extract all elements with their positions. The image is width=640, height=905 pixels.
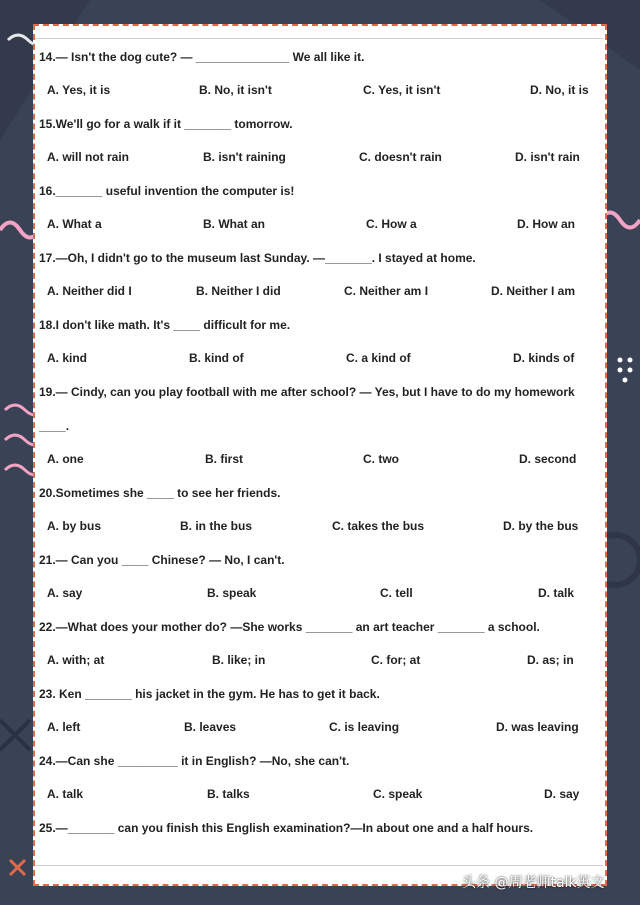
watermark: 头条 @周老师talk英文 — [462, 875, 605, 891]
option-b: B. like; in — [212, 653, 266, 667]
option-a: A. one — [47, 452, 84, 466]
option-b: B. leaves — [184, 720, 237, 734]
option-a: A. left — [47, 720, 81, 734]
option-d: D. by the bus — [503, 519, 579, 533]
option-d: D. talk — [538, 586, 575, 600]
question-stem: 17.—Oh, I didn't go to the museum last Sunday. —_______. I stayed at home. — [39, 251, 476, 265]
option-d: D. Neither I am — [491, 284, 576, 298]
option-b: B. Neither I did — [196, 284, 281, 298]
option-b: B. isn't raining — [203, 150, 286, 164]
option-b: B. No, it isn't — [199, 83, 272, 97]
option-a: A. kind — [47, 351, 88, 365]
question-stem: 20.Sometimes she ____ to see her friends. — [39, 486, 281, 500]
option-a: A. Neither did I — [47, 284, 132, 298]
option-d: D. was leaving — [496, 720, 579, 734]
option-c: C. is leaving — [329, 720, 400, 734]
question-stem-continuation: ____. — [39, 419, 70, 433]
question-stem: 24.—Can she _________ it in English? —No, she can't. — [39, 754, 350, 768]
option-d: D. second — [519, 452, 577, 466]
option-b: B. first — [205, 452, 244, 466]
option-c: C. for; at — [371, 653, 421, 667]
question-stem: 23. Ken _______ his jacket in the gym. He has to get it back. — [39, 687, 380, 701]
option-b: B. talks — [207, 787, 250, 801]
option-a: A. by bus — [47, 519, 102, 533]
option-b: B. What an — [203, 217, 265, 231]
option-c: C. two — [363, 452, 399, 466]
option-d: D. kinds of — [513, 351, 575, 365]
option-d: D. as; in — [527, 653, 574, 667]
question-stem: 16._______ useful invention the computer is! — [39, 184, 295, 198]
question-stem: 21.— Can you ____ Chinese? — No, I can't. — [39, 553, 285, 567]
option-a: A. with; at — [47, 653, 105, 667]
question-stem: 15.We'll go for a walk if it _______ tomorrow. — [39, 117, 293, 131]
option-b: B. in the bus — [180, 519, 252, 533]
option-c: C. Yes, it isn't — [363, 83, 441, 97]
option-c: C. a kind of — [346, 351, 411, 365]
option-a: A. say — [47, 586, 83, 600]
option-c: C. Neither am I — [344, 284, 429, 298]
option-d: D. No, it is — [530, 83, 589, 97]
question-stem: 14.— Isn't the dog cute? — ______________ We all like it. — [39, 50, 365, 64]
option-a: A. will not rain — [47, 150, 130, 164]
option-a: A. talk — [47, 787, 84, 801]
option-b: B. kind of — [189, 351, 244, 365]
question-stem: 18.I don't like math. It's ____ difficult for me. — [39, 318, 291, 332]
option-b: B. speak — [207, 586, 257, 600]
question-stem: 22.—What does your mother do? —She works _______ an art teacher _______ a school. — [39, 620, 540, 634]
question-stem: 19.— Cindy, can you play football with me after school? — Yes, but I have to do my homework — [39, 385, 575, 399]
option-d: D. isn't rain — [515, 150, 580, 164]
question-stem: 25.—_______ can you finish this English examination?—In about one and a half hours. — [39, 821, 534, 835]
option-a: A. What a — [47, 217, 102, 231]
option-c: C. takes the bus — [332, 519, 425, 533]
option-a: A. Yes, it is — [47, 83, 111, 97]
option-d: D. say — [544, 787, 580, 801]
option-c: C. How a — [366, 217, 417, 231]
option-c: C. doesn't rain — [359, 150, 442, 164]
option-d: D. How an — [517, 217, 576, 231]
option-c: C. tell — [380, 586, 413, 600]
option-c: C. speak — [373, 787, 423, 801]
